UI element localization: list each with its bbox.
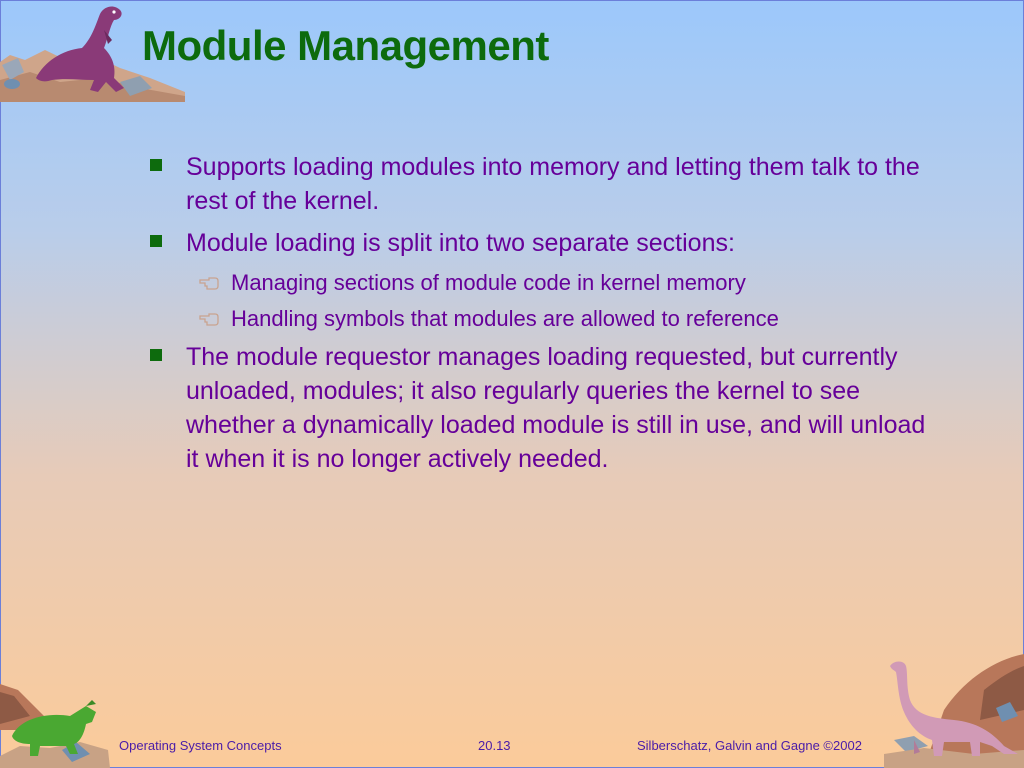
green-triceratops-icon bbox=[0, 672, 112, 768]
bullet-item bbox=[150, 226, 930, 260]
bullet-text: The module requestor manages loading requested, but currently unloaded, modules; it also regularly queries the kernel to see whether a dynamically loaded module is still in use, and will unload it when it is no longer actively needed. bbox=[186, 343, 926, 473]
square-bullet-icon bbox=[150, 349, 162, 361]
sub-bullet-item bbox=[150, 304, 930, 334]
sub-bullet-item bbox=[150, 268, 930, 298]
bullet-item bbox=[150, 150, 930, 218]
footer-slide-number: 20.13 bbox=[478, 738, 511, 753]
slide-body bbox=[150, 150, 930, 484]
sub-bullet-text: Managing sections of module code in kernel memory bbox=[231, 270, 746, 295]
square-bullet-icon bbox=[150, 159, 162, 171]
pointing-hand-icon bbox=[198, 307, 220, 329]
slide-title: Module Management bbox=[142, 22, 549, 69]
bullet-text: Supports loading modules into memory and letting them talk to the rest of the kernel. bbox=[186, 153, 920, 215]
bullet-text: Module loading is split into two separate sections: bbox=[186, 229, 735, 257]
pointing-hand-icon bbox=[198, 271, 220, 293]
sub-bullet-text: Handling symbols that modules are allowed to reference bbox=[231, 306, 779, 331]
square-bullet-icon bbox=[150, 235, 162, 247]
footer-copyright: Silberschatz, Galvin and Gagne ©2002 bbox=[637, 738, 862, 753]
bullet-item bbox=[150, 340, 930, 476]
footer-course-title: Operating System Concepts bbox=[119, 738, 282, 753]
pink-sauropod-icon bbox=[884, 650, 1024, 768]
